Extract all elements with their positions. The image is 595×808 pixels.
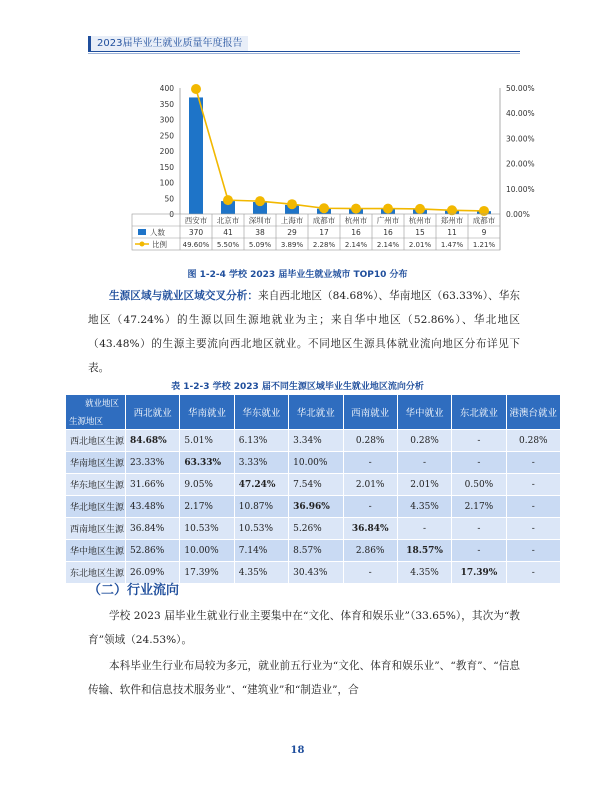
ratio-point [223,195,233,205]
ratio-value-label: 2.14% [344,241,368,249]
ratio-value-label: 1.47% [440,241,464,249]
table-cell: 0.28% [343,430,397,452]
table-cell: 5.26% [289,518,343,540]
table-cell: 52.86% [126,540,180,562]
ratio-point [255,196,265,206]
table-cell: 43.48% [126,496,180,518]
table-cell: 2.01% [397,474,451,496]
table-cell: - [506,452,560,474]
table-cell: 36.84% [126,518,180,540]
column-header: 华中就业 [397,395,451,430]
x-category-label: 杭州市 [408,216,432,225]
table-cell: 2.17% [452,496,506,518]
x-category-label: 北京市 [216,216,240,225]
table-cell: - [343,452,397,474]
header-rule-thin [88,53,520,54]
bar-value-label: 38 [255,228,265,237]
city-distribution-chart [120,80,550,265]
legend-line-label: 比例 [152,240,167,249]
ratio-point [287,199,297,209]
bar [189,97,203,214]
table-row [66,540,561,562]
table-cell: 36.96% [289,496,343,518]
table-cell: 3.33% [234,452,288,474]
table-cell: 23.33% [126,452,180,474]
x-category-label: 杭州市 [344,216,368,225]
y-right-tick-label: 40.00% [506,109,535,119]
section-title: （二）行业流向 [88,583,180,598]
bar-value-label: 9 [481,228,487,237]
chart-caption: 图 1-2-4 学校 2023 届毕业生就业城市 TOP10 分布 [187,270,408,280]
y-left-tick-label: 50 [164,194,174,204]
row-label: 华北地区生源 [66,496,126,518]
table-cell: 2.86% [343,540,397,562]
y-left-tick-label: 400 [159,84,174,93]
y-left-tick-label: 150 [159,162,174,172]
row-label: 华中地区生源 [66,540,126,562]
table-row [66,430,561,452]
x-category-label: 西安市 [184,216,208,225]
column-header: 华南就业 [180,395,234,430]
x-category-label: 广州市 [376,216,400,225]
table-cell: 18.57% [397,540,451,562]
table-cell: 10.53% [180,518,234,540]
ratio-value-label: 49.60% [182,241,210,249]
y-left-tick-label: 300 [159,115,174,125]
table-cell: 4.35% [234,562,288,584]
table-cell: 84.68% [126,430,180,452]
header-rule [88,51,520,52]
bar-value-label: 16 [383,228,393,237]
column-header: 西南就业 [343,395,397,430]
ratio-point [319,203,329,213]
table-cell: 8.57% [289,540,343,562]
table-cell: 63.33% [180,452,234,474]
row-label: 西南地区生源 [66,518,126,540]
x-category-label: 深圳市 [248,216,272,225]
table-cell: 47.24% [234,474,288,496]
ratio-point [351,204,361,214]
table-row [66,452,561,474]
flow-table [65,394,561,584]
table-header-row [66,395,561,430]
table-cell: 10.87% [234,496,288,518]
bar-value-label: 41 [223,228,233,237]
legend-line-marker [140,242,145,247]
x-category-label: 郑州市 [440,216,464,225]
table-cell: - [506,474,560,496]
y-left-tick-label: 100 [159,178,174,188]
ratio-point [191,84,201,94]
y-left-tick-label: 350 [159,99,174,109]
y-right-tick-label: 20.00% [506,159,535,169]
table-row [66,496,561,518]
ratio-value-label: 3.89% [280,241,304,249]
x-category-label: 成都市 [472,216,496,225]
table-row [66,518,561,540]
table-cell: 0.50% [452,474,506,496]
table-cell: 0.28% [397,430,451,452]
table-cell: 0.28% [506,430,560,452]
y-right-tick-label: 10.00% [506,184,535,194]
column-header: 西北就业 [126,395,180,430]
table-cell: - [343,562,397,584]
table-cell: 7.54% [289,474,343,496]
analysis-lead: 生源区域与就业区域交叉分析： [109,290,259,302]
bar-value-label: 11 [447,228,457,237]
table-cell: 30.43% [289,562,343,584]
column-header: 华北就业 [289,395,343,430]
corner-top-label: 就业地区 [84,399,119,409]
ratio-point [383,204,393,214]
table-cell: 4.35% [397,496,451,518]
analysis-paragraph [88,284,520,380]
table-cell: 2.17% [180,496,234,518]
ratio-line [196,89,484,211]
bar-value-label: 15 [415,228,425,237]
ratio-value-label: 2.28% [312,241,336,249]
y-left-tick-label: 250 [159,131,174,141]
row-label: 西北地区生源 [66,430,126,452]
table-cell: 10.00% [180,540,234,562]
table-cell: 9.05% [180,474,234,496]
ratio-value-label: 1.21% [472,241,496,249]
ratio-value-label: 5.09% [248,241,272,249]
table-cell: 6.13% [234,430,288,452]
table-cell: 3.34% [289,430,343,452]
table-cell: - [506,518,560,540]
column-header: 港澳台就业 [506,395,560,430]
row-label: 华东地区生源 [66,474,126,496]
bar-value-label: 29 [287,228,297,237]
table-cell: 10.53% [234,518,288,540]
bar-value-label: 370 [188,228,204,237]
table-cell: 26.09% [126,562,180,584]
table-corner-header [66,395,126,430]
y-left-tick-label: 200 [159,147,174,156]
bar-value-label: 17 [319,228,329,237]
ratio-value-label: 2.14% [376,241,400,249]
page-number: 18 [290,745,305,756]
ratio-point [479,206,489,216]
table-caption: 表 1-2-3 学校 2023 届不同生源区域毕业生就业地区流向分析 [171,382,424,392]
table-row [66,474,561,496]
table-cell: - [343,496,397,518]
table-cell: - [506,496,560,518]
table-cell: - [397,452,451,474]
table-cell: 36.84% [343,518,397,540]
table-cell: 17.39% [452,562,506,584]
y-right-tick-label: 30.00% [506,134,535,144]
bar-value-label: 16 [351,228,361,237]
header-title: 2023届毕业生就业质量年度报告 [88,36,248,52]
x-category-label: 成都市 [312,216,336,225]
ratio-point [415,204,425,214]
legend-bar-key [138,229,146,235]
y-left-tick-label: 0 [169,210,174,219]
table-cell: - [452,430,506,452]
y-right-tick-label: 50.00% [506,84,535,93]
table-cell: - [506,540,560,562]
table-cell: - [452,518,506,540]
analysis-text: 来自西北地区（84.68%）、华南地区（63.33%）、华东地区（47.24%）的生源以回生源地就业为主；来自华中地区（52.86%）、华北地区（43.48%）的生源主要流向西北地区就业。不同地区生源具体就业流向地区分布详见下表。 [88,290,521,374]
x-category-label: 上海市 [280,216,304,225]
table-cell: 7.14% [234,540,288,562]
ratio-value-label: 2.01% [408,241,432,249]
table-cell: - [452,452,506,474]
table-cell: - [397,518,451,540]
row-label: 华南地区生源 [66,452,126,474]
y-right-tick-label: 0.00% [506,210,530,219]
industry-paragraph-1: 学校 2023 届毕业生就业行业主要集中在“文化、体育和娱乐业”（33.65%），其次为“教育”领域（24.53%）。 [88,610,520,646]
table-cell: 31.66% [126,474,180,496]
row-label: 东北地区生源 [66,562,126,584]
table-cell: 4.35% [397,562,451,584]
table-cell: 2.01% [343,474,397,496]
column-header: 华东就业 [234,395,288,430]
industry-paragraph-2: 本科毕业生行业布局较为多元，就业前五行业为“文化、体育和娱乐业”、“教育”、“信息传输、软件和信息技术服务业”、“建筑业”和“制造业”，合 [88,660,520,696]
ratio-value-label: 5.50% [216,241,240,249]
table-cell: - [452,540,506,562]
legend-bar-label: 人数 [150,228,165,237]
column-header: 东北就业 [452,395,506,430]
table-cell: 10.00% [289,452,343,474]
table-cell: - [506,562,560,584]
table-cell: 5.01% [180,430,234,452]
corner-bottom-label: 生源地区 [69,417,104,427]
table-cell: 17.39% [180,562,234,584]
